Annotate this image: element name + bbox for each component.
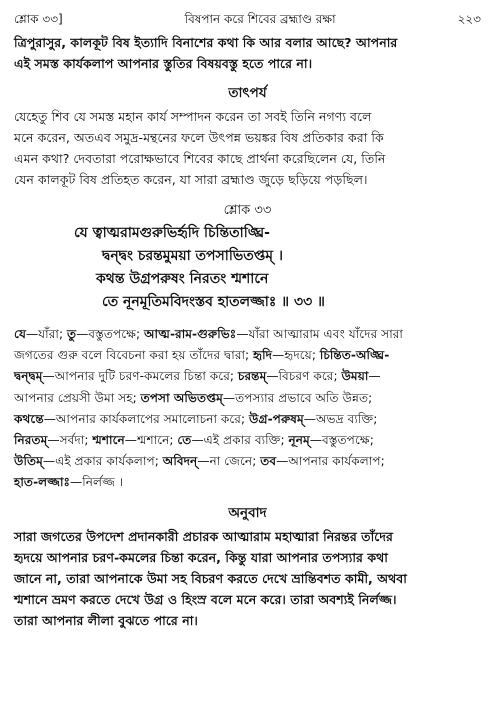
synonym-meaning: —না জেনে; xyxy=(197,454,261,469)
synonym-meaning: —তপস্যার প্রভাবে অতি উন্নত; xyxy=(222,390,373,405)
verse-line: দ্বন্দ্বং চরন্তমুময়া তপসাভিতপ্তম্ । xyxy=(102,248,283,264)
intro-line: ত্রিপুরাসুর, কালকূট বিষ ইত্যাদি বিনাশের কথা কি আর বলার আছে? আপনার xyxy=(14,35,398,50)
synonym-word: দ্বন্দ্বম্ xyxy=(14,369,43,384)
synonym-word: তপসা অভিতপ্তম্ xyxy=(140,390,223,405)
translation-line: শ্মশানে ভ্রমণ করতে দেখে উগ্র ও হিংস্র বলে মনে করে। তারা অবশ্যই নির্লজ্জ। xyxy=(14,591,397,607)
synonym-word: চিন্তিত-অঙ্ঘ্রি- xyxy=(319,348,390,363)
translation-line: তারা আপনার লীলা বুঝতে পারে না। xyxy=(14,612,198,628)
synonym-meaning: —হৃদয়ে; xyxy=(272,348,320,363)
synonyms-section xyxy=(14,324,481,494)
synonym-line xyxy=(14,366,481,387)
header-verse-ref: শ্লোক ৩৩] xyxy=(14,12,63,26)
translation-line: হৃদয়ে আপনার চরণ-কমলের চিন্তা করেন, কিন্তু যারা আপনার তপস্যার কথা xyxy=(14,549,388,565)
synonym-word: নূনম্ xyxy=(288,433,310,448)
synonym-line xyxy=(14,451,481,472)
synonym-meaning: —এই প্রকার কার্যকলাপ; xyxy=(42,454,163,469)
synonym-word: চরন্তম্ xyxy=(237,369,267,384)
purport-line: যেন কালকূট বিষ প্রতিহত করেন, যা সারা ব্রহ্মাণ্ড জুড়ে ছড়িয়ে পড়ছিল। xyxy=(14,172,368,187)
synonym-meaning: আপনার প্রেয়সী উমা সহ; xyxy=(14,390,141,405)
synonym-word: উগ্র-পরুষম্ xyxy=(249,411,304,426)
synonym-meaning: —এই প্রকার ব্যক্তি; xyxy=(191,433,289,448)
synonym-word: উময়া xyxy=(341,369,369,384)
verse-number: শ্লোক ৩৩ xyxy=(223,203,272,218)
synonym-word: অবিদন্ xyxy=(162,454,198,469)
synonym-line xyxy=(14,472,481,493)
translation-line: সারা জগতের উপদেশ প্রদানকারী প্রচারক আত্মারাম মহাত্মারা নিরন্তর তাঁদের xyxy=(14,528,393,544)
synonym-word: হৃদি xyxy=(253,348,273,363)
synonym-meaning: —বিচরণ করে; xyxy=(266,369,342,384)
synonym-line xyxy=(14,345,481,366)
synonym-word: তব xyxy=(260,454,277,469)
synonym-word: যে xyxy=(14,327,26,341)
translation-heading: অনুবাদ xyxy=(228,504,267,521)
verse-line: যে ত্বাত্মরামগুরুভির্হৃদি চিন্তিতাঙ্ঘ্রি- xyxy=(74,225,270,241)
purport-paragraph xyxy=(14,106,481,190)
synonym-word: তে xyxy=(177,433,192,448)
synonym-word: শ্মশানে xyxy=(92,433,125,448)
translation-paragraph xyxy=(14,526,481,631)
synonym-meaning: — xyxy=(368,369,381,384)
synonym-word: নিরতম্ xyxy=(14,433,48,448)
synonym-line xyxy=(14,388,481,409)
intro-paragraph xyxy=(14,32,481,74)
synonym-word: আত্ম-রাম-গুরুভিঃ xyxy=(144,327,237,341)
intro-line: এই সমস্ত কার্যকলাপ আপনার স্তুতির বিষয়বস্তু হতে পারে না। xyxy=(14,56,313,71)
page-header xyxy=(14,6,481,32)
synonym-meaning: —বস্তুতপক্ষে; xyxy=(76,327,144,341)
header-title: বিষপান করে শিবের ব্রহ্মাণ্ড রক্ষা xyxy=(184,12,336,26)
synonym-meaning: —বস্তুতপক্ষে; xyxy=(309,433,374,448)
synonym-meaning: —যাঁরা আত্মারাম এবং যাঁদের সারা xyxy=(236,327,403,341)
synonym-meaning: —যাঁরা; xyxy=(25,327,67,341)
purport-line: এমন কথা? দেবতারা পরোক্ষভাবে শিবের কাছে প্রার্থনা করেছিলেন যে, তিনি xyxy=(14,151,386,166)
verse-line: তে নূনমূতিমবিদংস্তব হাতলজ্জাঃ ॥ ৩৩ ॥ xyxy=(102,294,325,310)
translation-line: জানে না, তারা আপনাকে উমা সহ বিচরণ করতে দেখে ভ্রান্তিবশত কামী, অথবা xyxy=(14,570,407,586)
purport-line: যেহেতু শিব যে সমস্ত মহান কার্য সম্পাদন করেন তা সবই তিনি নগণ্য বলে xyxy=(14,109,372,124)
synonym-line xyxy=(14,324,481,345)
synonym-word: হাত-লজ্জাঃ xyxy=(14,475,71,490)
synonym-meaning: —শ্মশানে; xyxy=(124,433,178,448)
verse-block xyxy=(14,200,481,314)
verse-line: কথন্ত উগ্রপরুষং নিরতং শ্মশানে xyxy=(96,271,269,287)
synonym-word: কথন্তে xyxy=(14,411,44,426)
purport-heading: তাৎপর্য xyxy=(228,85,267,101)
synonym-meaning: —নির্লজ্জ । xyxy=(70,475,124,490)
synonym-word: তু xyxy=(66,327,77,341)
synonym-line xyxy=(14,430,481,451)
synonym-meaning: —আপনার দুটি চরণ-কমলের চিন্তা করে; xyxy=(42,369,238,384)
synonym-word: উতিম্ xyxy=(14,454,43,469)
synonym-meaning: —অভদ্র ব্যক্তি; xyxy=(303,411,378,426)
synonym-meaning: —আপনার কার্যকলাপ; xyxy=(276,454,385,469)
page-number: ২২৩ xyxy=(457,12,481,26)
synonym-meaning: —সর্বদা; xyxy=(47,433,93,448)
synonym-meaning: জগতের গুরু বলে বিবেচনা করা হয় তাঁদের দ্বারা; xyxy=(14,348,254,363)
purport-line: মনে করেন, অতএব সমুদ্র-মন্থনের ফলে উৎপন্ন ভয়ঙ্কর বিষ প্রতিকার করা কি xyxy=(14,130,384,145)
synonym-meaning: —আপনার কার্যকলাপের সমালোচনা করে; xyxy=(43,411,249,426)
synonym-line xyxy=(14,409,481,430)
